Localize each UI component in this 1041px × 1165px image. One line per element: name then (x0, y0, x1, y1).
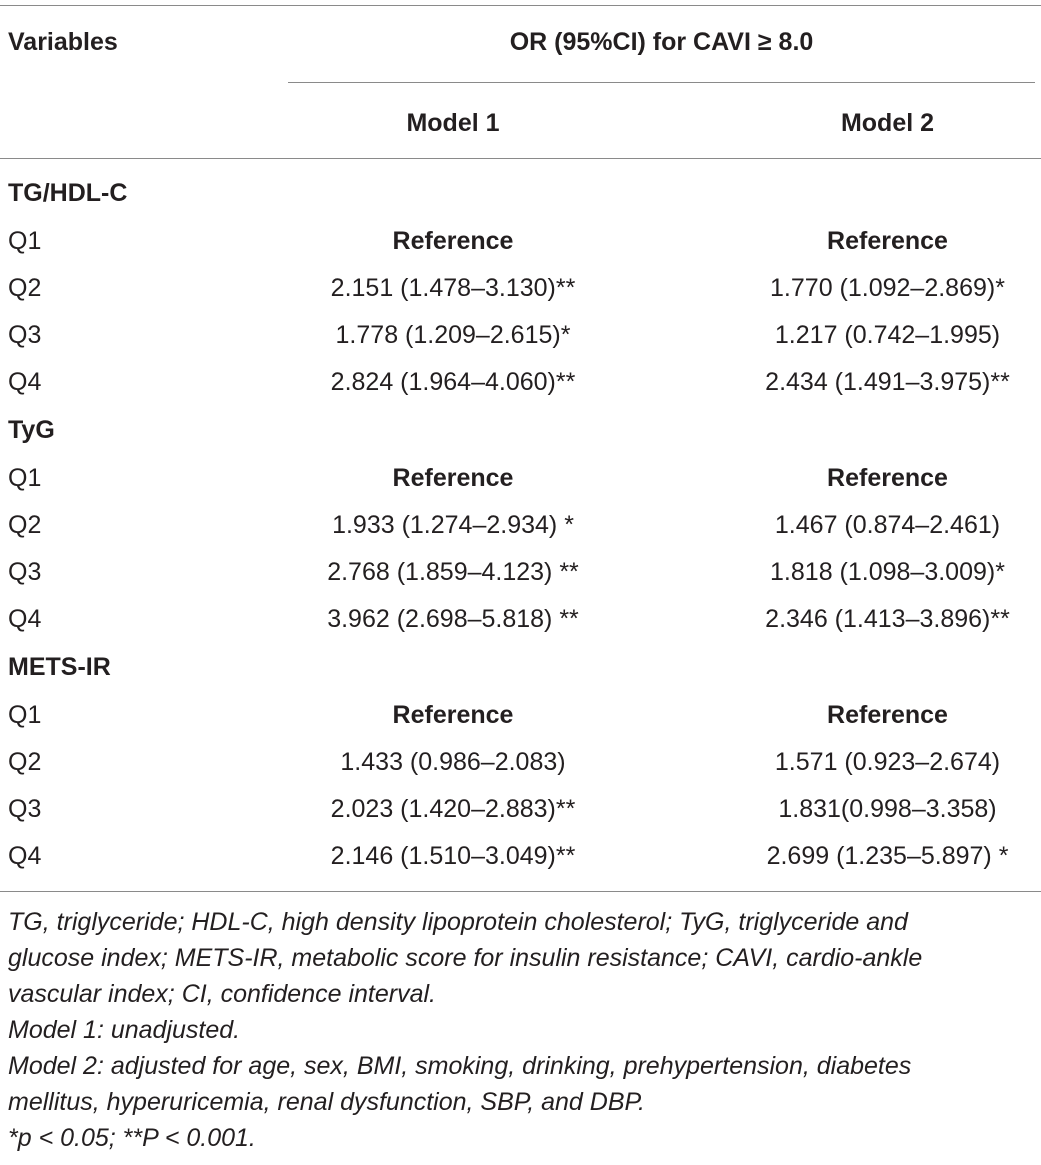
row-model1-value: 2.151 (1.478–3.130)** (330, 274, 576, 302)
footnote-model2-line: mellitus, hyperuricemia, renal dysfunction, SBP, and DBP. (8, 1088, 645, 1116)
row-quartile: Q1 (8, 227, 42, 255)
row-model2-value: 1.467 (0.874–2.461) (774, 511, 1001, 539)
row-model2-value: 1.571 (0.923–2.674) (774, 748, 1001, 776)
table-bottom-rule (0, 891, 1041, 892)
row-model2-value: 1.770 (1.092–2.869)* (770, 274, 1005, 302)
footnote-model1: Model 1: unadjusted. (8, 1016, 241, 1044)
row-quartile: Q2 (8, 511, 42, 539)
row-quartile: Q3 (8, 321, 42, 349)
row-model2-value: 1.831(0.998–3.358) (778, 795, 997, 823)
row-model1-value: 2.146 (1.510–3.049)** (330, 842, 576, 870)
row-quartile: Q4 (8, 842, 42, 870)
row-model1-value: 2.768 (1.859–4.123) ** (327, 558, 579, 586)
row-model1-value: 1.778 (1.209–2.615)* (335, 321, 571, 349)
row-quartile: Q4 (8, 605, 42, 633)
model1-header: Model 1 (406, 109, 500, 137)
row-model2-value: 2.434 (1.491–3.975)** (765, 368, 1010, 396)
row-quartile: Q3 (8, 795, 42, 823)
group-header-rule (288, 82, 1035, 83)
variables-header: Variables (8, 28, 118, 56)
row-model2-value: 2.346 (1.413–3.896)** (765, 605, 1010, 633)
row-model1-value: Reference (392, 227, 514, 255)
row-model2-value: 1.818 (1.098–3.009)* (770, 558, 1005, 586)
row-quartile: Q2 (8, 274, 42, 302)
row-model1-value: 2.023 (1.420–2.883)** (330, 795, 576, 823)
row-quartile: Q2 (8, 748, 42, 776)
row-model2-value: Reference (827, 464, 948, 492)
row-model2-value: Reference (827, 701, 948, 729)
row-model1-value: Reference (392, 701, 514, 729)
table-footnotes (8, 904, 1034, 1156)
row-model2-value: Reference (827, 227, 948, 255)
footnote-abbreviations-line: glucose index; METS-IR, metabolic score for insulin resistance; CAVI, cardio-ankle (8, 944, 923, 972)
table-top-rule (0, 5, 1041, 6)
model2-header: Model 2 (840, 109, 935, 137)
section-title: TG/HDL-C (8, 179, 128, 207)
row-quartile: Q3 (8, 558, 42, 586)
footnote-significance: *p < 0.05; **P < 0.001. (8, 1124, 256, 1152)
row-model1-value: Reference (392, 464, 514, 492)
row-quartile: Q4 (8, 368, 42, 396)
row-model1-value: 2.824 (1.964–4.060)** (330, 368, 576, 396)
row-model2-value: 1.217 (0.742–1.995) (774, 321, 1001, 349)
row-model2-value: 2.699 (1.235–5.897) * (766, 842, 1009, 870)
row-quartile: Q1 (8, 464, 42, 492)
footnote-abbreviations-line: TG, triglyceride; HDL-C, high density lipoprotein cholesterol; TyG, triglyceride and (8, 908, 908, 936)
or-group-header: OR (95%CI) for CAVI ≥ 8.0 (509, 28, 814, 56)
section-title: METS-IR (8, 653, 111, 681)
row-model1-value: 3.962 (2.698–5.818) ** (327, 605, 579, 633)
footnote-abbreviations-line: vascular index; CI, confidence interval. (8, 980, 436, 1008)
header-bottom-rule (0, 158, 1041, 159)
row-model1-value: 1.433 (0.986–2.083) (340, 748, 566, 776)
section-title: TyG (8, 416, 55, 444)
row-quartile: Q1 (8, 701, 42, 729)
footnote-model2-line: Model 2: adjusted for age, sex, BMI, smoking, drinking, prehypertension, diabetes (8, 1052, 912, 1080)
row-model1-value: 1.933 (1.274–2.934) * (332, 511, 574, 539)
